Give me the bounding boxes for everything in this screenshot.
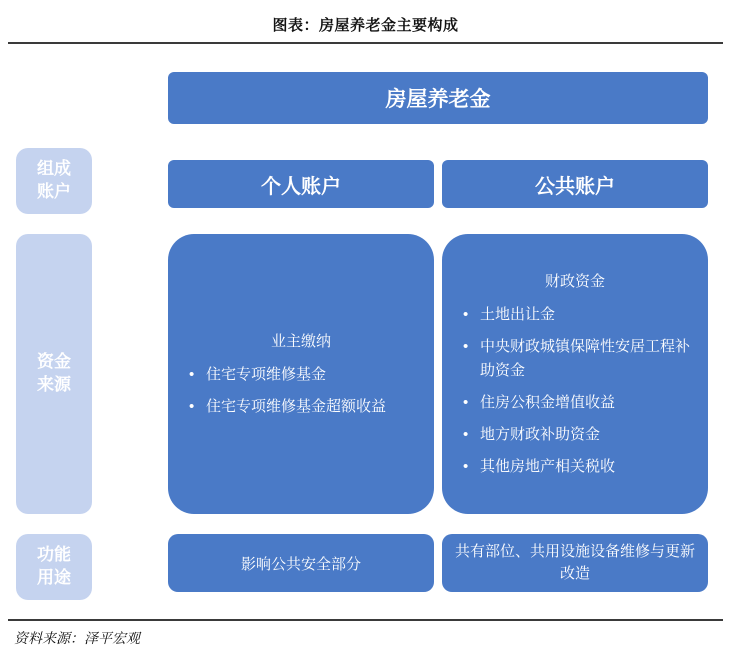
- category-chip-structure-line2: 账户: [37, 182, 71, 201]
- panel-public-funding-heading: 财政资金: [544, 272, 605, 290]
- divider-bottom: [8, 619, 723, 621]
- category-chip-source-line1: 资金: [37, 352, 71, 372]
- panel-personal-funding: [168, 234, 434, 514]
- category-chip-purpose-line1: 功能: [37, 545, 71, 565]
- node-personal-account: 个人账户: [168, 160, 434, 208]
- panel-public-funding-list: [456, 303, 694, 479]
- category-chip-source-line2: 来源: [37, 375, 71, 394]
- node-public-purpose: 共有部位、共用设施设备维修与更新改造: [442, 534, 708, 592]
- source-note: 资料来源：泽平宏观: [14, 630, 140, 646]
- list-item: • 土地出让金: [456, 303, 694, 326]
- divider-top: [8, 42, 723, 44]
- list-item: • 其他房地产相关税收: [456, 455, 694, 478]
- node-public-account: 公共账户: [442, 160, 708, 208]
- panel-public-funding: [442, 234, 708, 514]
- list-item: • 中央财政城镇保障性安居工程补助资金: [456, 335, 694, 382]
- panel-personal-funding-heading: 业主缴纳: [270, 332, 331, 350]
- category-chip-structure-line1: 组成: [37, 159, 71, 179]
- node-personal-purpose: 影响公共安全部分: [168, 534, 434, 592]
- node-housing-pension: 房屋养老金: [168, 72, 708, 124]
- category-chip-purpose-line2: 用途: [37, 568, 71, 587]
- panel-public-funding-content: [442, 270, 708, 479]
- list-item: • 住宅专项维修基金: [182, 363, 420, 386]
- category-chip-purpose: [16, 534, 92, 600]
- list-item: • 地方财政补助资金: [456, 423, 694, 446]
- list-item: • 住房公积金增值收益: [456, 391, 694, 414]
- category-chip-source: [16, 234, 92, 514]
- list-item: • 住宅专项维修基金超额收益: [182, 395, 420, 418]
- category-chip-structure: [16, 148, 92, 214]
- panel-personal-funding-content: [168, 330, 434, 419]
- chart-title: 图表：房屋养老金主要构成: [272, 17, 459, 34]
- panel-personal-funding-list: [182, 363, 420, 419]
